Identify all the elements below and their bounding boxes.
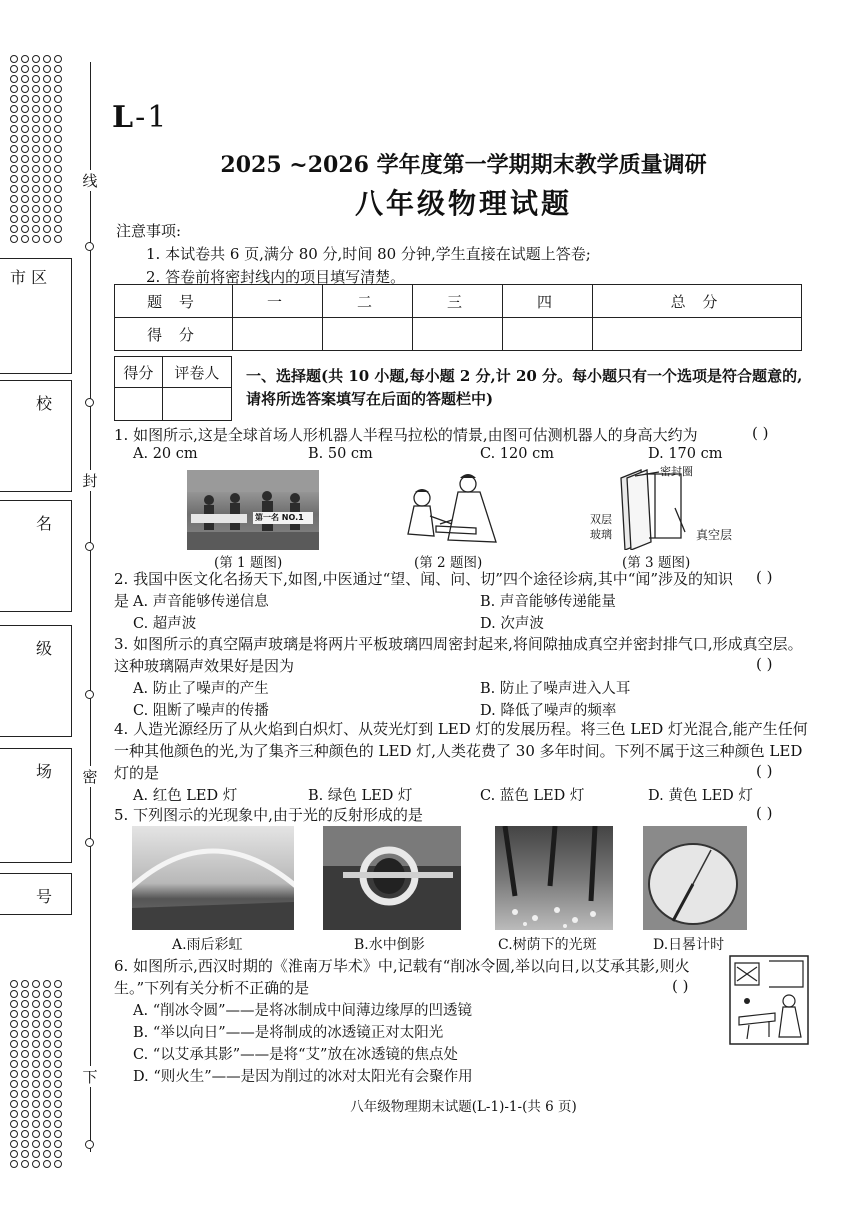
binding-hole-icon xyxy=(32,990,40,998)
paper-code-prefix: L xyxy=(112,100,136,135)
binding-hole-icon xyxy=(21,1050,29,1058)
binding-hole-icon xyxy=(10,1020,18,1028)
question-1-text: 1. 如图所示,这是全球首场人形机器人半程马拉松的情景,由图可估测机器人的身高大约为 xyxy=(114,426,698,444)
binding-hole-icon xyxy=(10,1010,18,1018)
binding-hole-icon xyxy=(32,1050,40,1058)
answer-paren[interactable]: ( ) xyxy=(756,568,773,586)
q6-option-b[interactable]: B. “举以向日”——是将制成的冰透镜正对太阳光 xyxy=(133,1025,444,1041)
binding-hole-icon xyxy=(32,65,40,73)
binding-hole-icon xyxy=(32,1040,40,1048)
binding-hole-icon xyxy=(54,125,62,133)
binding-hole-icon xyxy=(54,1060,62,1068)
figure-6-ancient-illustration xyxy=(729,955,809,1045)
exam-title: 2025 ~2026 学年度第一学期期末教学质量调研 xyxy=(220,152,707,178)
binding-hole-icon xyxy=(54,1150,62,1158)
q1-option-a[interactable]: A. 20 cm xyxy=(133,446,198,462)
score-cell[interactable] xyxy=(322,318,412,351)
field-class[interactable] xyxy=(0,625,72,737)
q5-option-a[interactable]: A.雨后彩虹 xyxy=(172,937,243,953)
binding-hole-icon xyxy=(54,225,62,233)
binding-hole-icon xyxy=(54,235,62,243)
binding-hole-icon xyxy=(32,225,40,233)
binding-hole-icon xyxy=(43,55,51,63)
score-cell[interactable] xyxy=(233,318,323,351)
binding-hole-icon xyxy=(21,1140,29,1148)
binding-hole-icon xyxy=(54,1020,62,1028)
binding-hole-icon xyxy=(54,1030,62,1038)
score-cell[interactable] xyxy=(592,318,801,351)
score-header: 二 xyxy=(322,285,412,318)
q4-option-d[interactable]: D. 黄色 LED 灯 xyxy=(648,788,753,804)
binding-hole-icon xyxy=(43,85,51,93)
q3-option-d[interactable]: D. 降低了噪声的频率 xyxy=(480,703,617,719)
binding-hole-icon xyxy=(10,1080,18,1088)
figure-2-doctor-illustration xyxy=(400,470,500,552)
bridge-reflection-icon xyxy=(323,826,461,930)
binding-hole-icon xyxy=(43,1020,51,1028)
binding-hole-icon xyxy=(21,235,29,243)
binding-hole-icon xyxy=(43,135,51,143)
binding-hole-icon xyxy=(21,1020,29,1028)
question-4-text: 4. 人造光源经历了从火焰到白炽灯、从荧光灯到 LED 灯的发展历程。将三色 LED 灯光混合,能产生任何一种其他颜色的光,为了集齐三种颜色的 LED 灯,人类花费了 30 多年时间。下列不属于这三种颜色 LED 灯的是 xyxy=(114,720,808,782)
binding-hole-icon xyxy=(32,980,40,988)
robot-runners-icon xyxy=(187,470,319,550)
binding-hole-icon xyxy=(32,105,40,113)
binding-hole-icon xyxy=(10,1060,18,1068)
score-table xyxy=(114,284,802,351)
q3-option-c[interactable]: C. 阻断了噪声的传播 xyxy=(133,703,269,719)
binding-hole-icon xyxy=(32,1000,40,1008)
binding-hole-icon xyxy=(54,95,62,103)
question-2-text: 2. 我国中医文化名扬天下,如图,中医通过“望、闻、问、切”四个途径诊病,其中“闻”涉及的知识是 xyxy=(114,570,734,610)
binding-hole-icon xyxy=(21,1120,29,1128)
binding-hole-icon xyxy=(32,1030,40,1038)
binding-holes-bottom xyxy=(10,980,68,1168)
score-header: 三 xyxy=(412,285,502,318)
binding-hole-icon xyxy=(32,1020,40,1028)
paper-code-number: -1 xyxy=(135,100,169,135)
page-footer: 八年级物理期末试题(L-1)-1-(共 6 页) xyxy=(350,1099,577,1115)
binding-hole-icon xyxy=(10,1050,18,1058)
binding-hole-icon xyxy=(21,135,29,143)
score-header: 一 xyxy=(233,285,323,318)
binding-hole-icon xyxy=(54,85,62,93)
binding-hole-icon xyxy=(43,235,51,243)
binding-hole-icon xyxy=(32,135,40,143)
binding-hole-icon xyxy=(32,95,40,103)
figure-3-label-vacuum-layer: 真空层 xyxy=(696,528,733,542)
binding-hole-icon xyxy=(10,1130,18,1138)
figure-3-caption: (第 3 题图) xyxy=(622,555,691,571)
binding-hole-icon xyxy=(43,1030,51,1038)
figure-3-label-glass: 玻璃 xyxy=(590,528,612,541)
binding-hole-icon xyxy=(10,115,18,123)
field-school[interactable] xyxy=(0,380,72,492)
binding-hole-icon xyxy=(32,1160,40,1168)
binding-hole-icon xyxy=(43,1060,51,1068)
binding-hole-icon xyxy=(54,1010,62,1018)
binding-hole-icon xyxy=(32,125,40,133)
seal-char-xian: 线 xyxy=(82,172,98,190)
sundial-icon xyxy=(643,826,747,930)
binding-hole-icon xyxy=(32,1010,40,1018)
answer-paren[interactable]: ( ) xyxy=(756,762,773,780)
binding-hole-icon xyxy=(10,990,18,998)
binding-hole-icon xyxy=(32,55,40,63)
binding-hole-icon xyxy=(54,1140,62,1148)
binding-hole-icon xyxy=(43,225,51,233)
binding-hole-icon xyxy=(21,115,29,123)
binding-hole-icon xyxy=(54,1120,62,1128)
binding-hole-icon xyxy=(43,115,51,123)
binding-hole-icon xyxy=(21,1030,29,1038)
score-row-label: 得 分 xyxy=(115,318,233,351)
q4-option-b[interactable]: B. 绿色 LED 灯 xyxy=(308,788,413,804)
binding-hole-icon xyxy=(43,95,51,103)
score-cell[interactable] xyxy=(502,318,592,351)
binding-hole-icon xyxy=(54,55,62,63)
score-header: 四 xyxy=(502,285,592,318)
binding-hole-icon xyxy=(43,105,51,113)
q3-option-a[interactable]: A. 防止了噪声的产生 xyxy=(133,681,269,697)
binding-hole-icon xyxy=(32,1130,40,1138)
q2-option-b[interactable]: B. 声音能够传递能量 xyxy=(480,594,616,610)
binding-hole-icon xyxy=(10,125,18,133)
binding-hole-icon xyxy=(32,1080,40,1088)
binding-hole-icon xyxy=(54,980,62,988)
binding-hole-icon xyxy=(21,1040,29,1048)
binding-hole-icon xyxy=(10,95,18,103)
field-label: 名 xyxy=(36,514,53,533)
binding-hole-icon xyxy=(54,65,62,73)
binding-hole-icon xyxy=(10,1120,18,1128)
notice-item: 1. 本试卷共 6 页,满分 80 分,时间 80 分钟,学生直接在试题上答卷; xyxy=(146,245,591,263)
option-d-sundial-photo xyxy=(643,826,747,930)
figure-1-banner: 第一名 NO.1 xyxy=(255,513,304,522)
q6-option-d[interactable]: D. “则火生”——是因为削过的冰对太阳光有会聚作用 xyxy=(133,1069,473,1085)
binding-hole-icon xyxy=(43,1000,51,1008)
binding-hole-icon xyxy=(54,1050,62,1058)
binding-hole-icon xyxy=(54,1000,62,1008)
field-label: 号 xyxy=(36,887,53,906)
binding-hole-icon xyxy=(54,1040,62,1048)
rainbow-icon xyxy=(132,826,294,930)
paper-code xyxy=(112,100,168,135)
q2-option-d[interactable]: D. 次声波 xyxy=(480,616,544,632)
binding-hole-icon xyxy=(10,1150,18,1158)
q3-option-b[interactable]: B. 防止了噪声进入人耳 xyxy=(480,681,631,697)
binding-hole-icon xyxy=(21,105,29,113)
question-6-text: 6. 如图所示,西汉时期的《淮南万毕术》中,记载有“削冰令圆,举以向日,以艾承其影,则火生。”下列有关分析不正确的是 xyxy=(114,957,690,997)
binding-hole-icon xyxy=(21,85,29,93)
binding-hole-icon xyxy=(43,65,51,73)
binding-hole-icon xyxy=(32,115,40,123)
q4-option-c[interactable]: C. 蓝色 LED 灯 xyxy=(480,788,585,804)
grader-name-label: 评卷人 xyxy=(162,357,231,388)
option-c-tree-shadow-photo xyxy=(495,826,613,930)
binding-hole-icon xyxy=(21,1000,29,1008)
figure-3-label-seal-ring: 密封圈 xyxy=(660,465,693,478)
binding-hole-icon xyxy=(21,1160,29,1168)
score-cell[interactable] xyxy=(412,318,502,351)
field-label: 校 xyxy=(36,394,53,413)
binding-hole-icon xyxy=(10,1000,18,1008)
binding-hole-icon xyxy=(21,1060,29,1068)
binding-hole-icon xyxy=(32,1140,40,1148)
q1-option-d[interactable]: D. 170 cm xyxy=(648,446,723,462)
binding-hole-icon xyxy=(43,1040,51,1048)
binding-hole-icon xyxy=(43,1140,51,1148)
binding-hole-icon xyxy=(43,1010,51,1018)
binding-hole-icon xyxy=(21,1150,29,1158)
binding-hole-icon xyxy=(43,990,51,998)
seal-line xyxy=(90,62,91,1152)
binding-hole-icon xyxy=(21,1080,29,1088)
grader-name-cell[interactable] xyxy=(162,388,231,421)
seal-circle xyxy=(85,242,94,251)
option-b-reflection-photo xyxy=(323,826,461,930)
field-city-district[interactable] xyxy=(0,258,72,374)
binding-hole-icon xyxy=(43,1150,51,1158)
figure-3-label-double: 双层 xyxy=(590,513,612,526)
binding-hole-icon xyxy=(21,1010,29,1018)
score-header: 题 号 xyxy=(115,285,233,318)
tree-light-spots-icon xyxy=(495,826,613,930)
binding-hole-icon xyxy=(43,1130,51,1138)
binding-hole-icon xyxy=(21,980,29,988)
binding-hole-icon xyxy=(43,1050,51,1058)
binding-hole-icon xyxy=(43,1160,51,1168)
binding-hole-icon xyxy=(10,65,18,73)
field-exam-room[interactable] xyxy=(0,748,72,863)
field-label: 市 区 xyxy=(10,268,48,287)
q4-option-a[interactable]: A. 红色 LED 灯 xyxy=(133,788,238,804)
binding-hole-icon xyxy=(21,65,29,73)
binding-hole-icon xyxy=(54,1130,62,1138)
seal-circle xyxy=(85,542,94,551)
binding-hole-icon xyxy=(43,980,51,988)
seal-circle xyxy=(85,1140,94,1149)
binding-hole-icon xyxy=(32,235,40,243)
binding-hole-icon xyxy=(21,95,29,103)
question-3-text: 3. 如图所示的真空隔声玻璃是将两片平板玻璃四周密封起来,将间隙抽成真空并密封排气口,形成真空层。这种玻璃隔声效果好是因为 xyxy=(114,635,803,675)
binding-hole-icon xyxy=(21,75,29,83)
binding-hole-icon xyxy=(10,75,18,83)
binding-hole-icon xyxy=(21,1070,29,1078)
field-name[interactable] xyxy=(0,500,72,612)
section-heading: 一、选择题(共 10 小题,每小题 2 分,计 20 分。每小题只有一个选项是符合题意的,请将所选答案填写在后面的答题栏中) xyxy=(246,367,803,408)
q2-option-a[interactable]: A. 声音能够传递信息 xyxy=(133,594,269,610)
binding-hole-icon xyxy=(54,135,62,143)
binding-hole-icon xyxy=(54,1080,62,1088)
q6-option-a[interactable]: A. “削冰令圆”——是将冰制成中间薄边缘厚的凹透镜 xyxy=(133,1003,473,1019)
binding-hole-icon xyxy=(21,55,29,63)
binding-hole-icon xyxy=(21,125,29,133)
binding-hole-icon xyxy=(43,1080,51,1088)
binding-hole-icon xyxy=(43,125,51,133)
answer-paren[interactable]: ( ) xyxy=(752,424,769,442)
binding-hole-icon xyxy=(43,1070,51,1078)
notice-item: 2. 答卷前将密封线内的项目填写清楚。 xyxy=(146,268,406,286)
q2-option-c[interactable]: C. 超声波 xyxy=(133,616,197,632)
seal-circle xyxy=(85,838,94,847)
binding-hole-icon xyxy=(21,1130,29,1138)
field-label: 场 xyxy=(36,762,53,781)
score-header: 总 分 xyxy=(592,285,801,318)
figure-1-caption: (第 1 题图) xyxy=(214,555,283,571)
seal-circle xyxy=(85,398,94,407)
field-label: 级 xyxy=(36,639,53,658)
q1-option-c[interactable]: C. 120 cm xyxy=(480,446,554,462)
option-a-rainbow-photo xyxy=(132,826,294,930)
binding-hole-icon xyxy=(32,1120,40,1128)
binding-hole-icon xyxy=(32,1150,40,1158)
q5-option-d[interactable]: D.日晷计时 xyxy=(653,937,725,953)
question-5-text: 5. 下列图示的光现象中,由于光的反射形成的是 xyxy=(114,806,423,824)
figure-2-caption: (第 2 题图) xyxy=(414,555,483,571)
q5-option-b[interactable]: B.水中倒影 xyxy=(354,937,425,953)
binding-hole-icon xyxy=(10,235,18,243)
binding-hole-icon xyxy=(54,105,62,113)
subject-title: 八年级物理试题 xyxy=(354,187,572,220)
answer-paren[interactable]: ( ) xyxy=(756,655,773,673)
binding-hole-icon xyxy=(54,115,62,123)
binding-hole-icon xyxy=(10,85,18,93)
seal-char-mi: 密 xyxy=(82,768,98,786)
binding-hole-icon xyxy=(54,1070,62,1078)
binding-hole-icon xyxy=(10,1070,18,1078)
binding-hole-icon xyxy=(32,1070,40,1078)
seal-char-xia: 下 xyxy=(82,1068,98,1086)
seal-circle xyxy=(85,690,94,699)
notice-heading: 注意事项: xyxy=(116,222,182,240)
binding-hole-icon xyxy=(10,1160,18,1168)
figure-1-marathon-photo xyxy=(187,470,319,550)
q6-option-c[interactable]: C. “以艾承其影”——是将“艾”放在冰透镜的焦点处 xyxy=(133,1047,458,1063)
seal-char-feng: 封 xyxy=(82,472,98,490)
binding-hole-icon xyxy=(10,1140,18,1148)
answer-paren[interactable]: ( ) xyxy=(672,977,689,995)
binding-hole-icon xyxy=(21,225,29,233)
binding-hole-icon xyxy=(10,105,18,113)
binding-hole-icon xyxy=(10,1040,18,1048)
binding-hole-icon xyxy=(43,1120,51,1128)
binding-hole-icon xyxy=(10,980,18,988)
binding-hole-icon xyxy=(10,225,18,233)
answer-paren[interactable]: ( ) xyxy=(756,804,773,822)
binding-hole-icon xyxy=(43,75,51,83)
binding-hole-icon xyxy=(54,1160,62,1168)
grader-table xyxy=(114,356,232,421)
field-seat-number[interactable] xyxy=(0,873,72,915)
notice-block xyxy=(116,220,591,289)
binding-hole-icon xyxy=(54,75,62,83)
binding-hole-icon xyxy=(32,75,40,83)
binding-hole-icon xyxy=(10,55,18,63)
binding-hole-icon xyxy=(32,1060,40,1068)
q1-option-b[interactable]: B. 50 cm xyxy=(308,446,373,462)
binding-hole-icon xyxy=(32,85,40,93)
binding-hole-icon xyxy=(10,1030,18,1038)
binding-hole-icon xyxy=(54,990,62,998)
binding-hole-icon xyxy=(10,135,18,143)
binding-hole-icon xyxy=(21,990,29,998)
grader-score-label: 得分 xyxy=(115,357,163,388)
grader-score-cell[interactable] xyxy=(115,388,163,421)
q5-option-c[interactable]: C.树荫下的光斑 xyxy=(498,937,597,953)
